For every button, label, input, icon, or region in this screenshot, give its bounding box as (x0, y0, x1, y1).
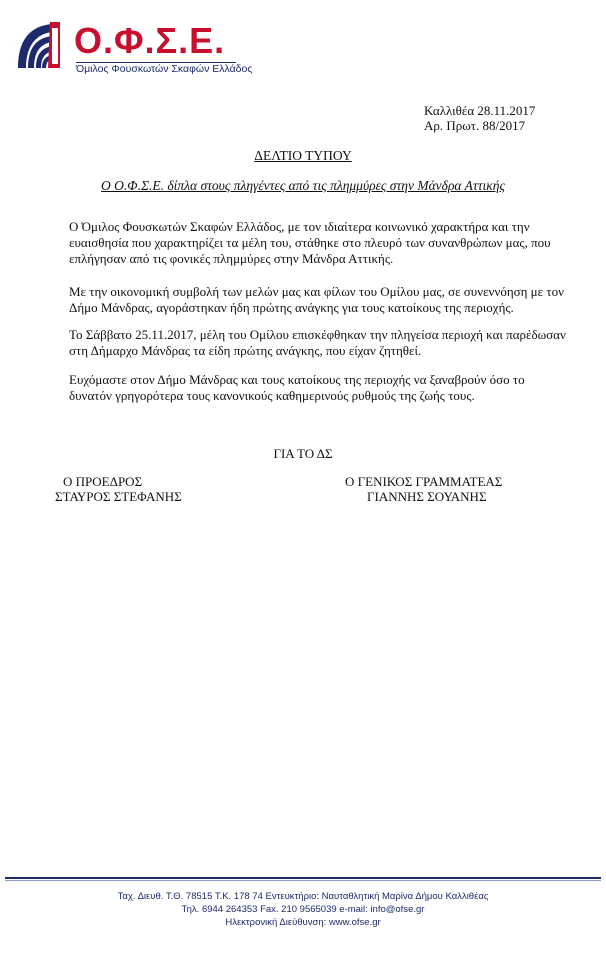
footer-website: Ηλεκτρονική Διεύθυνση: www.ofse.gr (225, 917, 381, 928)
president-role: Ο ΠΡΟΕΔΡΟΣ (63, 474, 143, 489)
footer-contact (0, 890, 606, 929)
date-line: Καλλιθέα 28.11.2017 (424, 103, 536, 118)
body-paragraph-1 (69, 219, 569, 267)
body-paragraph-3 (69, 327, 569, 359)
secretary-name: ΓΙΑΝΝΗΣ ΣΟΥΑΝΗΣ (367, 489, 487, 504)
boat-emblem-icon (12, 18, 62, 70)
press-release-headline: Ο Ο.Φ.Σ.Ε. δίπλα στους πληγέντες από τις πλημμύρες στην Μάνδρα Αττικής (101, 178, 505, 193)
footer-phone-email: Τηλ. 6944 264353 Fax. 210 9565039 e-mail: info@ofse.gr (181, 904, 425, 915)
signature-header: ΓΙΑ ΤΟ ΔΣ (273, 446, 333, 461)
paragraph-text: Ο Όμιλος Φουσκωτών Σκαφών Ελλάδος, με τον ιδιαίτερα κοινωνικό χαρακτήρα και την ευαισθησία που χαρακτηρίζει τα μέλη του, στάθηκε στο πλευρό των συνανθρώπων μας, που επλήγησαν από τις φονικές πλημμύρες στην Μάνδρα Αττικής. (69, 219, 551, 266)
paragraph-text: Με την οικονομική συμβολή των μελών μας και φίλων του Ομίλου μας, σε συνεννόηση με τον Δήμο Μάνδρας, αγοράστηκαν ήδη πρώτης ανάγκης για τους κατοίκους της περιοχής. (69, 284, 564, 315)
logo-title: Ο.Φ.Σ.Ε. (74, 20, 226, 61)
paragraph-text: Το Σάββατο 25.11.2017, μέλη του Ομίλου επισκέφθηκαν την πληγείσα περιοχή και παρέδωσαν στη Δήμαρχο Μάνδρας τα είδη πρώτης ανάγκης, που είχαν ζητηθεί. (69, 327, 566, 358)
logo-subtitle: Όμιλος Φουσκωτών Σκαφών Ελλάδος (76, 63, 253, 75)
paragraph-text: Ευχόμαστε στον Δήμο Μάνδρας και τους κατοίκους της περιοχής να ξαναβρούν όσο το δυνατόν γρηγορότερα τους κανονικούς καθημερινούς ρυθμούς της ζωής τους. (69, 372, 525, 403)
secretary-role: Ο ΓΕΝΙΚΟΣ ΓΡΑΜΜΑΤΕΑΣ (345, 474, 503, 489)
secretary-signature (345, 474, 502, 504)
president-name: ΣΤΑΥΡΟΣ ΣΤΕΦΑΝΗΣ (55, 489, 182, 504)
protocol-number: Αρ. Πρωτ. 88/2017 (424, 118, 526, 133)
footer-divider (5, 877, 601, 879)
press-release-title: ΔΕΛΤΙΟ ΤΥΠΟΥ (254, 148, 352, 163)
body-paragraph-2 (69, 284, 569, 316)
body-paragraph-4 (69, 372, 569, 404)
document-meta (424, 103, 535, 133)
president-signature (55, 474, 182, 504)
footer-address: Ταχ. Διευθ. Τ.Θ. 78515 Τ.Κ. 178 74 Εντευκτήριο: Ναυταθλητική Μαρίνα Δήμου Καλλιθέας (117, 891, 489, 902)
footer-divider-thin (5, 880, 601, 881)
ofse-logo (12, 18, 253, 75)
